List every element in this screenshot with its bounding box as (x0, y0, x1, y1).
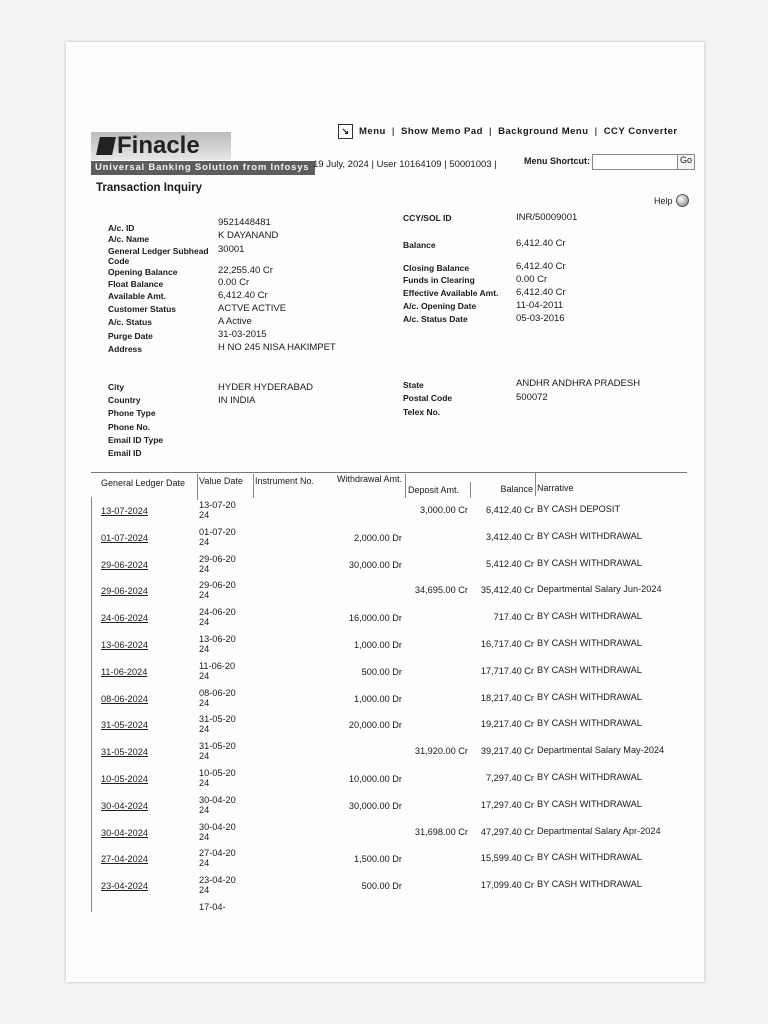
balance-amount: 39,217.40 Cr (480, 746, 534, 756)
narrative: BY CASH DEPOSIT (537, 504, 621, 514)
tagline: Universal Banking Solution from Infosys (91, 161, 315, 175)
value-date: 11-06-2024 (199, 661, 236, 681)
narrative: BY CASH WITHDRAWAL (537, 879, 642, 889)
menu-separator: | (594, 126, 598, 137)
user-label: User (376, 159, 397, 170)
arrow-icon[interactable]: ↘ (338, 124, 353, 139)
balance-amount: 17,099.40 Cr (480, 880, 534, 890)
deposit-amount: 34,695.00 Cr (414, 585, 468, 595)
balance-amount: 17,717.40 Cr (480, 666, 534, 676)
narrative: BY CASH WITHDRAWAL (537, 531, 642, 541)
field-label: Available Amt. (108, 291, 166, 301)
balance-amount: 17,297.40 Cr (480, 800, 534, 810)
balance-amount: 35,412.40 Cr (480, 585, 534, 595)
field-value: HYDER HYDERABAD (218, 382, 314, 393)
deposit-amount: 31,698.00 Cr (414, 827, 468, 837)
field-label: Email ID (108, 448, 142, 458)
narrative: BY CASH WITHDRAWAL (537, 772, 642, 782)
value-date: 29-06-2024 (199, 580, 236, 600)
field-value: 0.00 Cr (218, 277, 250, 288)
menu-separator: | (391, 126, 395, 137)
field-label: A/c. Opening Date (403, 301, 477, 311)
value-date: 17-04- (199, 902, 226, 912)
field-label: Purge Date (108, 331, 153, 341)
field-value: A Active (218, 316, 252, 327)
field-label: Opening Balance (108, 267, 178, 277)
gl-date-link[interactable]: 11-06-2024 (101, 667, 148, 677)
finacle-logo-icon (96, 137, 116, 155)
session-info: 19 July, 2024 | User 10164109 | 50001003 | (313, 159, 497, 170)
value-date: 23-04-2024 (199, 875, 236, 895)
top-menu-bar (338, 124, 678, 139)
field-value: 0.00 Cr (516, 274, 548, 285)
gl-date-link[interactable]: 10-05-2024 (101, 774, 148, 784)
session-date: 19 July, 2024 (313, 159, 369, 170)
sol-id: 50001003 (449, 159, 492, 170)
field-label: CCY/SOL ID (403, 213, 452, 223)
menu-separator: | (488, 126, 493, 137)
field-value: INR/50009001 (516, 212, 578, 223)
field-value: K DAYANAND (218, 230, 279, 241)
field-label: General Ledger Subhead Code (108, 246, 209, 266)
field-label: Phone No. (108, 422, 151, 432)
gl-date-link[interactable]: 01-07-2024 (101, 533, 148, 543)
value-date: 01-07-2024 (199, 527, 236, 547)
withdrawal-amount: 10,000.00 Dr (348, 774, 402, 784)
deposit-amount: 3,000.00 Cr (419, 505, 468, 515)
column-header: Deposit Amt. (408, 485, 460, 495)
field-value: 6,412.40 Cr (516, 261, 566, 272)
narrative: Departmental Salary Apr-2024 (537, 826, 661, 836)
page-title: Transaction Inquiry (96, 182, 203, 194)
field-label: State (403, 380, 424, 390)
value-date: 24-06-2024 (199, 607, 236, 627)
gl-date-link[interactable]: 27-04-2024 (101, 854, 148, 864)
value-date: 31-05-2024 (199, 714, 236, 734)
value-date: 30-04-2024 (199, 795, 236, 815)
field-value: 6,412.40 Cr (218, 290, 268, 301)
balance-amount: 6,412.40 Cr (485, 505, 534, 515)
value-date: 31-05-2024 (199, 741, 236, 761)
gl-date-link[interactable]: 08-06-2024 (101, 694, 148, 704)
help-link[interactable] (654, 194, 689, 207)
gl-date-link[interactable]: 29-06-2024 (101, 560, 148, 570)
value-date: 27-04-2024 (199, 848, 236, 868)
field-label: City (108, 382, 125, 392)
narrative: BY CASH WITHDRAWAL (537, 558, 642, 568)
go-button[interactable]: Go (677, 154, 695, 170)
narrative: BY CASH WITHDRAWAL (537, 638, 642, 648)
ccy-converter-link[interactable]: CCY Converter (603, 126, 678, 137)
field-label: Customer Status (108, 304, 177, 314)
withdrawal-amount: 1,000.00 Dr (353, 694, 402, 704)
balance-amount: 3,412.40 Cr (485, 532, 534, 542)
value-date: 13-07-2024 (199, 500, 236, 520)
value-date: 29-06-2024 (199, 554, 236, 574)
narrative: Departmental Salary Jun-2024 (537, 584, 662, 594)
field-value: 30001 (218, 244, 245, 255)
value-date: 10-05-2024 (199, 768, 236, 788)
gl-date-link[interactable]: 24-06-2024 (101, 613, 148, 623)
gl-date-link[interactable]: 31-05-2024 (101, 747, 148, 757)
narrative: BY CASH WITHDRAWAL (537, 852, 642, 862)
balance-amount: 15,599.40 Cr (480, 853, 534, 863)
gl-date-link[interactable]: 13-06-2024 (101, 640, 148, 650)
field-value: 500072 (516, 392, 548, 403)
menu-shortcut-label: Menu Shortcut: (524, 156, 590, 166)
withdrawal-amount: 500.00 Dr (361, 881, 402, 891)
field-label: A/c. Status Date (403, 314, 468, 324)
column-header: Balance (500, 484, 533, 494)
withdrawal-amount: 1,000.00 Dr (353, 640, 402, 650)
column-separator (470, 482, 471, 498)
balance-amount: 16,717.40 Cr (480, 639, 534, 649)
help-label: Help (654, 195, 673, 206)
narrative: BY CASH WITHDRAWAL (537, 718, 642, 728)
field-label: Telex No. (403, 407, 441, 417)
field-label: A/c. ID (108, 223, 135, 233)
column-header: Narrative (537, 483, 574, 493)
column-separator (253, 474, 254, 498)
narrative: BY CASH WITHDRAWAL (537, 799, 642, 809)
gl-date-link[interactable]: 13-07-2024 (101, 506, 148, 516)
logo-text: Finacle (117, 132, 200, 159)
balance-amount: 18,217.40 Cr (480, 693, 534, 703)
field-label: Address (108, 344, 143, 354)
field-value: ANDHR ANDHRA PRADESH (516, 378, 641, 389)
section-divider (91, 472, 687, 473)
field-label: Country (108, 395, 141, 405)
gl-date-link[interactable]: 30-04-2024 (101, 801, 148, 811)
show-memo-pad-link[interactable]: Show Memo Pad (400, 126, 483, 137)
background-menu-link[interactable]: Background Menu (498, 126, 589, 137)
withdrawal-amount: 30,000.00 Dr (348, 801, 402, 811)
balance-amount: 5,412.40 Cr (485, 559, 534, 569)
field-label: Funds in Clearing (403, 275, 475, 285)
field-label: Balance (403, 240, 436, 250)
field-value: 6,412.40 Cr (516, 287, 566, 298)
withdrawal-amount: 1,500.00 Dr (353, 854, 402, 864)
field-label: Closing Balance (403, 263, 470, 273)
field-value: 05-03-2016 (516, 313, 565, 324)
menu-link[interactable]: Menu (359, 126, 386, 137)
narrative: Departmental Salary May-2024 (537, 745, 665, 755)
user-id: 10164109 (399, 159, 442, 170)
value-date: 08-06-2024 (199, 688, 236, 708)
withdrawal-amount: 16,000.00 Dr (348, 613, 402, 623)
column-separator (197, 474, 198, 500)
field-label: A/c. Name (108, 234, 150, 244)
withdrawal-amount: 20,000.00 Dr (348, 720, 402, 730)
withdrawal-amount: 500.00 Dr (361, 667, 402, 677)
field-label: Email ID Type (108, 435, 164, 445)
balance-amount: 717.40 Cr (493, 612, 534, 622)
field-value: 9521448481 (218, 217, 271, 228)
field-label: Phone Type (108, 408, 156, 418)
field-value: 11-04-2011 (516, 300, 564, 311)
narrative: BY CASH WITHDRAWAL (537, 692, 642, 702)
document-page (66, 42, 704, 982)
column-separator (535, 472, 536, 496)
help-globe-icon (676, 194, 689, 207)
field-value: 6,412.40 Cr (516, 238, 566, 249)
field-value: ACTVE ACTIVE (218, 303, 287, 314)
gl-date-link[interactable]: 23-04-2024 (101, 881, 148, 891)
column-header: Withdrawal Amt. (336, 474, 402, 484)
table-left-border (91, 497, 92, 912)
field-value: 31-03-2015 (218, 329, 267, 340)
finacle-logo (98, 132, 200, 160)
balance-amount: 19,217.40 Cr (480, 719, 534, 729)
gl-date-link[interactable]: 31-05-2024 (101, 720, 148, 730)
gl-date-link[interactable]: 30-04-2024 (101, 828, 148, 838)
value-date: 30-04-2024 (199, 822, 236, 842)
gl-date-link[interactable]: 29-06-2024 (101, 586, 148, 596)
column-header: Value Date (199, 476, 243, 486)
field-label: Float Balance (108, 279, 164, 289)
menu-shortcut-input[interactable] (592, 154, 678, 170)
withdrawal-amount: 2,000.00 Dr (353, 533, 402, 543)
field-value: 22,255.40 Cr (218, 265, 273, 276)
field-label: Effective Available Amt. (403, 288, 499, 298)
balance-amount: 7,297.40 Cr (485, 773, 534, 783)
field-label: A/c. Status (108, 317, 152, 327)
field-label: Postal Code (403, 393, 453, 403)
narrative: BY CASH WITHDRAWAL (537, 611, 642, 621)
balance-amount: 47,297.40 Cr (480, 827, 534, 837)
deposit-amount: 31,920.00 Cr (414, 746, 468, 756)
column-header: General Ledger Date (101, 478, 186, 488)
field-value: H NO 245 NISA HAKIMPET (218, 342, 336, 353)
value-date: 13-06-2024 (199, 634, 236, 654)
field-value: IN INDIA (218, 395, 256, 406)
withdrawal-amount: 30,000.00 Dr (348, 560, 402, 570)
narrative: BY CASH WITHDRAWAL (537, 665, 642, 675)
column-separator (405, 474, 406, 498)
column-header: Instrument No. (255, 476, 315, 486)
